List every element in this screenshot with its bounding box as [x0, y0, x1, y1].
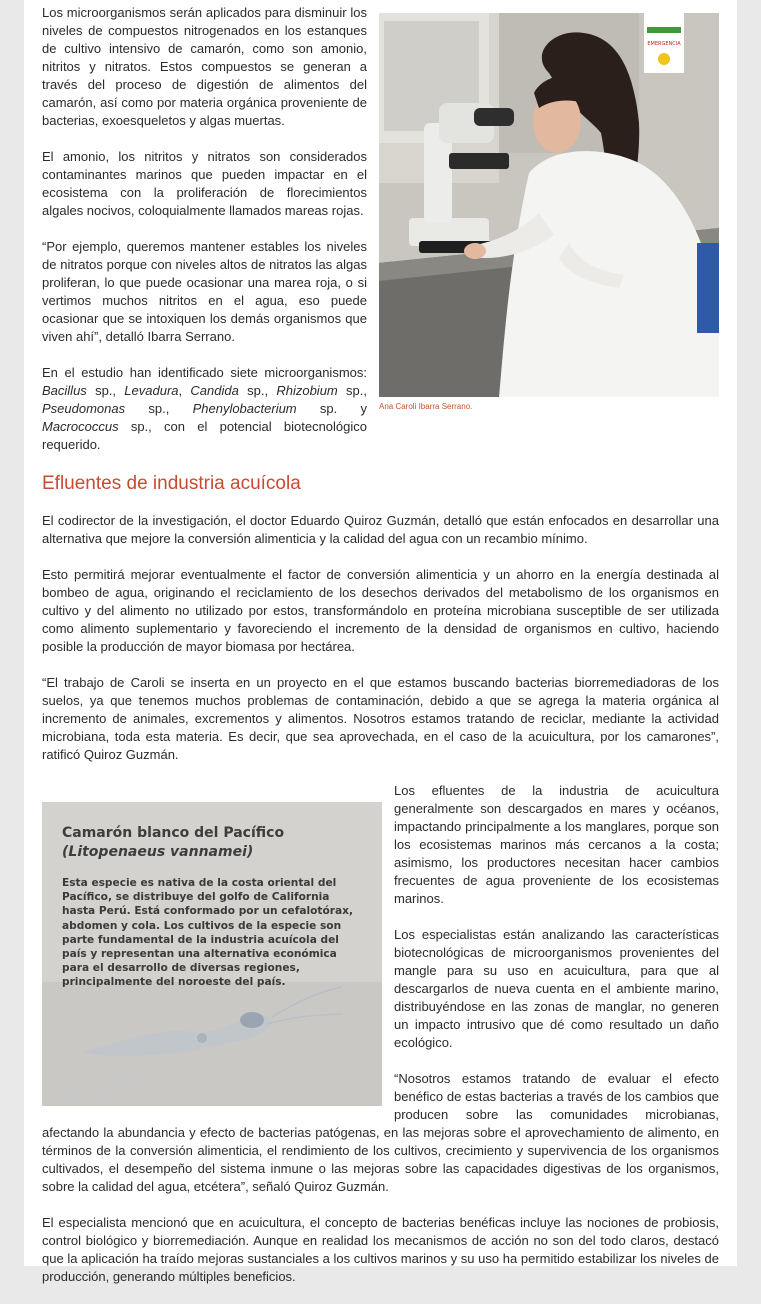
- paragraph: El amonio, los nitritos y nitratos son considerados contaminantes marinos que pueden impactar en el ecosistema con la proliferación de florecimientos algales nocivos, coloquialmente llamados mareas rojas.: [42, 149, 367, 218]
- poster-title-text: Camarón blanco del Pacífico: [62, 825, 285, 841]
- paragraph-microorganisms: En el estudio han identificado siete microorganismos: Bacillus sp., Levadura, Candida sp., Rhizobium sp., Pseudomonas sp., Phenylobacterium sp. y Macrococcus sp., con el potencial biotecnológico requerido.: [42, 365, 367, 452]
- paragraph: “Por ejemplo, queremos mantener estables los niveles de nitratos porque con niveles altos de nitratos las algas proliferan, lo que puede ocasionar una marea roja, o si vertimos muchos nitritos en el agua, eso puede ocasionar que se intoxiquen los demás organismos que viven ahí”, detalló Ibarra Serrano.: [42, 239, 367, 344]
- shrimp-poster-image: [42, 802, 382, 1106]
- photo-caption: Ana Caroli Ibarra Serrano.: [379, 402, 473, 411]
- photo-figure: [379, 13, 719, 413]
- paragraph: Los especialistas están analizando las características biotecnológicas de microorganismos provenientes del mangle para su uso en acuicultura, para que al descargarlos de nueva cuenta en el ambiente marino, distribuyéndose en las zonas de manglar, no generen un impacto intrusivo que dé como resultado un daño ecológico.: [394, 927, 719, 1050]
- poster-body: Esta especie es nativa de la costa oriental del Pacífico, se distribuye del golfo de California hasta Perú. Está conformado por un cefalotórax, abdomen y cola. Los cultivos de la especie son parte fundamental de la industria acuícola del país y representan una alternativa económica para el desarrollo de diversas regiones, principalmente del noroeste del país.: [62, 877, 353, 989]
- section-heading: Efluentes de industria acuícola: [42, 473, 301, 494]
- paragraph: “Nosotros estamos tratando de evaluar el efecto benéfico de estas bacterias a través de los cambios que producen sobre las comunidades microbianas, afectando la abundancia y efecto de bacterias patógenas, en las mejoras sobre el aprovechamiento de alimento, en términos de la conversión alimenticia, el rendimiento de los cultivos, crecimiento y supervivencia de los organismos cultivados, el desempeño del sistema inmune o las mejoras sobre las capacidades digestivas de los organismos, sobre la calidad del agua, etcétera”, señaló Quiroz Guzmán.: [42, 1071, 719, 1194]
- paragraph: Los efluentes de la industria de acuicultura generalmente son descargados en mares y océanos, impactando principalmente a los manglares, porque son los ecosistemas marinos más cercanos a la costa; asimismo, los productores necesitan hacer cambios frecuentes de agua proveniente de los ecosistemas marinos.: [394, 783, 719, 906]
- poster-figure: [42, 802, 382, 1106]
- paragraph: Los microorganismos serán aplicados para disminuir los niveles de compuestos nitrogenados en los estanques de cultivo intensivo de camarón, como son amonio, nitritos y nitratos. Estos compuestos se generan a través del proceso de digestión de alimentos del camarón, así como por materia orgánica proveniente de bacterias, exoesqueletos y algas muertas.: [42, 5, 367, 128]
- photo-researcher-microscope: [379, 13, 719, 397]
- paragraph: “El trabajo de Caroli se inserta en un proyecto en el que estamos buscando bacterias biorremediadoras de los suelos, ya que tenemos muchos problemas de contaminación, debido a que se agrega la materia orgánica al incremento de animales, excrementos y alimentos. Nosotros estamos tratando de reciclar, mediante la actividad microbiana, toda esta materia. Es decir, que sea aprovechada, en el caso de la acuicultura, por los camarones”, ratificó Quiroz Guzmán.: [42, 675, 719, 762]
- sign-emergency-label: EMERGENCIA: [647, 41, 681, 47]
- article-body: [42, 4, 719, 1304]
- paragraph: El especialista mencionó que en acuicultura, el concepto de bacterias benéficas incluye las nociones de probiosis, control biológico y biorremediación. Aunque en realidad los mecanismos de acción no son del todo claros, destacó que la aplicación ha traído mejoras sustanciales a los cultivos marinos y su uso ha permitido estabilizar los niveles de producción, generando múltiples beneficios.: [42, 1215, 719, 1284]
- paragraph: Esto permitirá mejorar eventualmente el factor de conversión alimenticia y un ahorro en la energía destinada al bombeo de agua, originando el reciclamiento de los desechos derivados del metabolismo de los organismos en cultivo y del alimento no utilizado por estos, transformándolo en proteína microbiana susceptible de ser utilizada como alimento suplementario y favoreciendo el incremento de la densidad de organismos en cultivo, haciendo posible la producción de mayor biomasa por hectárea.: [42, 567, 719, 654]
- poster-subtitle: (Litopenaeus vannamei): [62, 844, 254, 860]
- poster-title: [62, 824, 362, 862]
- paragraph: El codirector de la investigación, el doctor Eduardo Quiroz Guzmán, detalló que están enfocados en desarrollar una alternativa que mejore la conversión alimenticia y la calidad del agua con un recambio mínimo.: [42, 513, 719, 546]
